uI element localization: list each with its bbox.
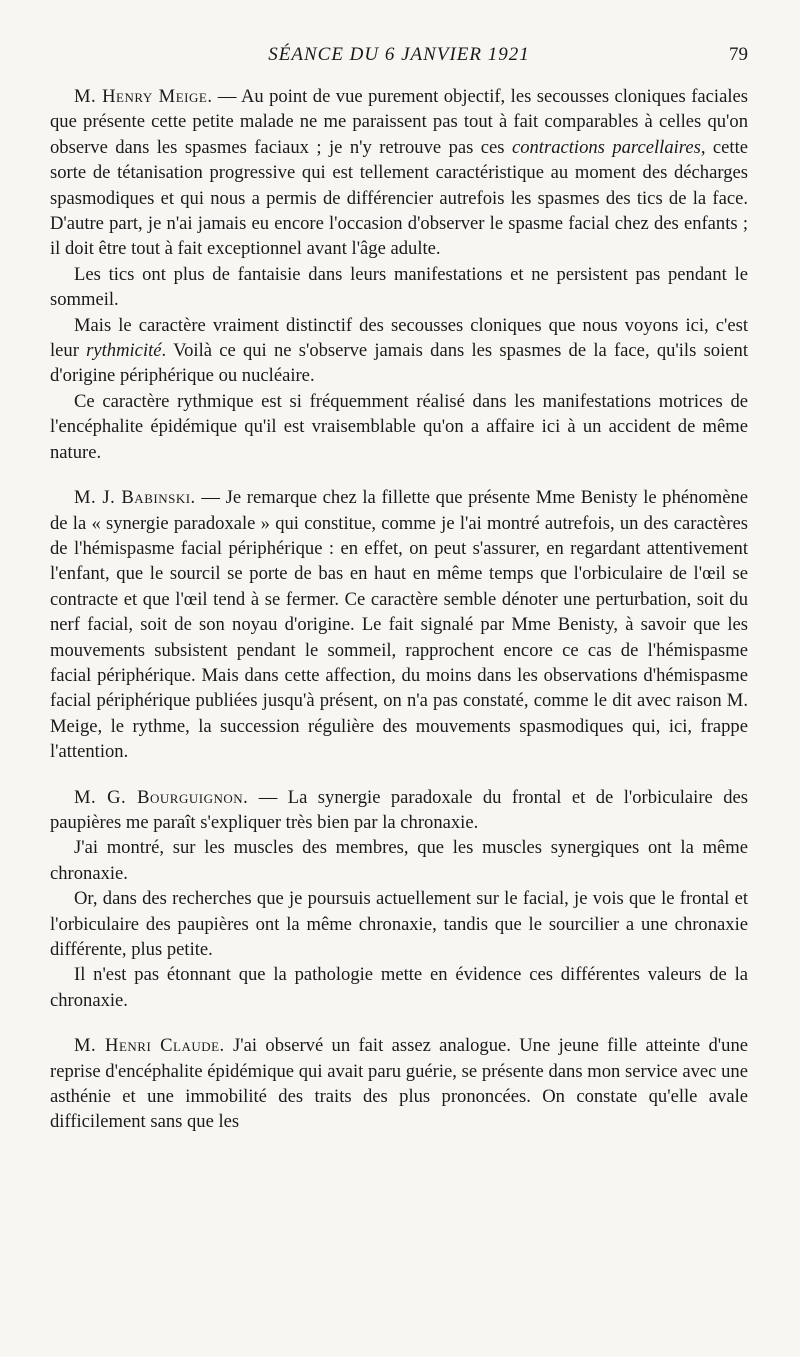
paragraph-text: — La synergie paradoxale du frontal et de l'orbiculaire des paupières me paraît s'expliquer très bien par la chronaxie. [50, 786, 748, 833]
paragraph-text: J'ai montré, sur les muscles des membres, que les muscles synergiques ont la même chronaxie. [50, 837, 748, 884]
article-body [50, 84, 748, 1155]
paragraph [50, 1033, 748, 1135]
italic-term: contractions parcellaires [511, 136, 701, 158]
paragraph-text: J'ai observé un fait assez analogue. Une jeune fille atteinte d'une reprise d'encéphalite épidémique qui avait paru guérie, se présente dans mon service avec une asthénie et une immobilité des traits des plus prononcées. On constate qu'elle avale difficilement sans que les [50, 1035, 748, 1133]
paragraph [50, 835, 748, 886]
running-header [50, 0, 748, 65]
paragraph-text: Or, dans des recherches que je poursuis actuellement sur le facial, je vois que le frontal et l'orbiculaire des paupières ont la même chronaxie, tandis que le sourcilier a une chronaxie différente, plus petite. [50, 888, 748, 960]
page-number: 79 [729, 44, 748, 65]
paragraph [50, 962, 748, 1013]
speaker-name: M. Henry Meige. [74, 86, 213, 107]
speaker-name: M. Henri Claude. [74, 1035, 225, 1057]
paragraph-text: Les tics ont plus de fantaisie dans leurs manifestations et ne persistent pas pendant le sommeil. [50, 263, 748, 311]
intervention-claude [50, 1033, 748, 1135]
paragraph [50, 313, 748, 389]
paragraph [50, 485, 748, 764]
paragraph [50, 262, 748, 313]
paragraph-text: Mais le caractère vraiment distinctif des secousses cloniques que nous voyons ici, c'est leur [50, 314, 748, 362]
intervention-babinski [50, 485, 748, 764]
running-title: SÉANCE DU 6 JANVIER 1921 [268, 44, 530, 65]
paragraph-text: — Je remarque chez la fillette que présente Mme Benisty le phénomène de la « synergie paradoxale » qui constitue, comme je l'ai montré autrefois, un des caractères de l'hémispasme facial périphérique : en effet, on peut s'assurer, en regardant attentivement l'enfant, que le sourcil se porte de bas en haut en même temps que l'orbiculaire de l'œil se contracte et que l'œil tend à se fermer. Ce caractère semble dénoter une perturbation, soit du nerf facial, soit de son noyau d'origine. Le fait signalé par Mme Benisty, à savoir que les mouvements subsistent pendant le sommeil, rapprochent encore ce cas de l'hémispasme facial périphérique. Mais dans cette affection, du moins dans les observations d'hémispasme facial périphérique publiées jusqu'à présent, on n'a pas constaté, comme le dit avec raison M. Meige, le rythme, la succession régulière des mouvements spasmodiques qui, ici, frappe l'attention. [50, 487, 749, 763]
intervention-bourguignon [50, 785, 748, 1014]
italic-term: rythmicité [86, 340, 162, 362]
paragraph [50, 886, 748, 962]
paragraph-text: . Voilà ce qui ne s'observe jamais dans les spasmes de la face, qu'ils soient d'origine périphérique ou nucléaire. [50, 340, 748, 387]
speaker-name: M. G. Bourguignon. [74, 786, 249, 808]
paragraph [50, 389, 748, 465]
paragraph-text: — Au point de vue purement objectif, les secousses cloniques faciales que présente cette petite malade ne me paraissent pas tout à fait comparables à celles qu'on observe dans les spasmes faciaux ; je n'y retrouve pas ces [50, 86, 748, 158]
paragraph-text: , cette sorte de tétanisation progressive qui est tellement caractéristique au moment des décharges spasmodiques et qui nous a permis de différencier autrefois les spasmes des tics de la face. D'autre part, je n'ai jamais eu encore l'occasion d'observer le spasme facial chez des enfants ; il doit être tout à fait exceptionnel avant l'âge adulte. [50, 136, 748, 260]
paragraph [50, 785, 748, 836]
paragraph-text: Ce caractère rythmique est si fréquemment réalisé dans les manifestations motrices de l'encéphalite épidémique qu'il est vraisemblable qu'on a affaire ici à un accident de même nature. [50, 390, 748, 463]
intervention-meige [50, 84, 748, 465]
paragraph-text: Il n'est pas étonnant que la pathologie mette en évidence ces différentes valeurs de la chronaxie. [50, 964, 748, 1011]
paragraph [50, 84, 748, 262]
speaker-name: M. J. Babinski. [74, 487, 196, 509]
